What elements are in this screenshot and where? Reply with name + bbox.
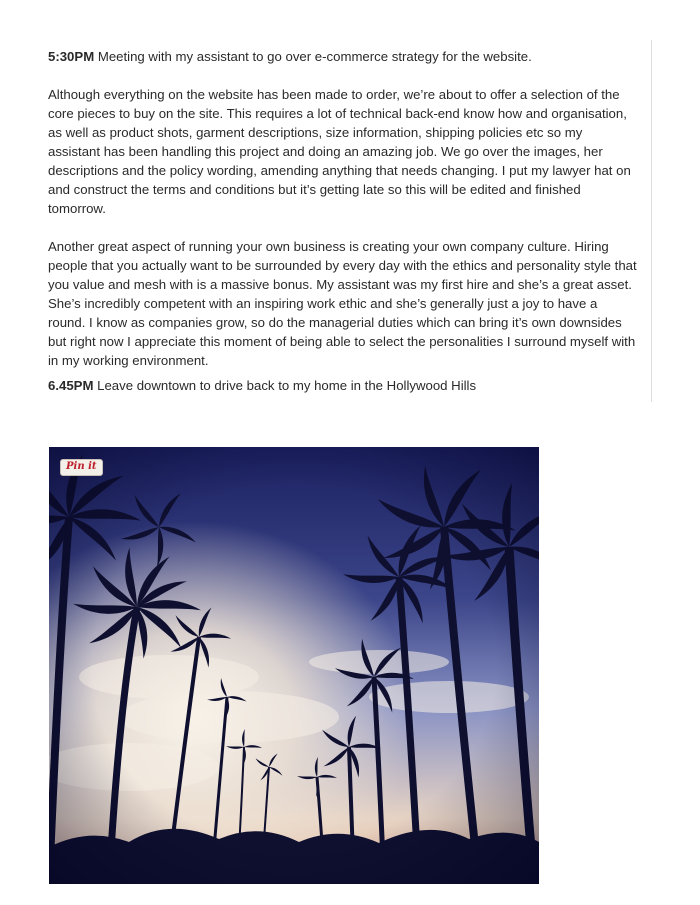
entry-text: Leave downtown to drive back to my home in the Hollywood Hills	[93, 378, 477, 393]
paragraph-ecommerce: Although everything on the website has been made to order, we’re about to offer a selection of the core pieces to buy on the site. This requires a lot of technical back-end know how and organisation, as well as product shots, garment descriptions, size information, shipping policies etc so my assistant has been handling this project and doing an amazing job. We go over the images, her descriptions and the policy wording, amending anything that needs changing. I put my lawyer hat on and construct the terms and conditions but it’s getting late so this will be edited and finished tomorrow.	[48, 87, 631, 216]
entry-time: 6.45PM	[48, 378, 94, 393]
entry-645pm	[48, 376, 638, 395]
entry-text: Meeting with my assistant to go over e-commerce strategy for the website.	[94, 49, 532, 64]
sidebar-divider	[651, 40, 652, 402]
pin-it-button[interactable]: Pin it	[60, 459, 103, 476]
entry-time: 5:30PM	[48, 49, 95, 64]
palm-trees-photo	[49, 447, 539, 884]
entry-530pm	[48, 47, 638, 66]
paragraph-company-culture: Another great aspect of running your own business is creating your own company culture. Hiring people that you actually want to be surrounded by every day with the ethics and personality style that you value and mesh with is a massive bonus. My assistant was my first hire and she’s a great asset. She’s incredibly competent with an inspiring work ethic and she’s generally just a joy to have a round. I know as companies grow, so do the managerial duties which can bring it’s own downsides but right now I appreciate this moment of being able to select the personalities I surround myself with in my working environment.	[48, 239, 637, 368]
blog-post-body	[48, 47, 638, 395]
palm-trees-illustration	[49, 447, 539, 884]
